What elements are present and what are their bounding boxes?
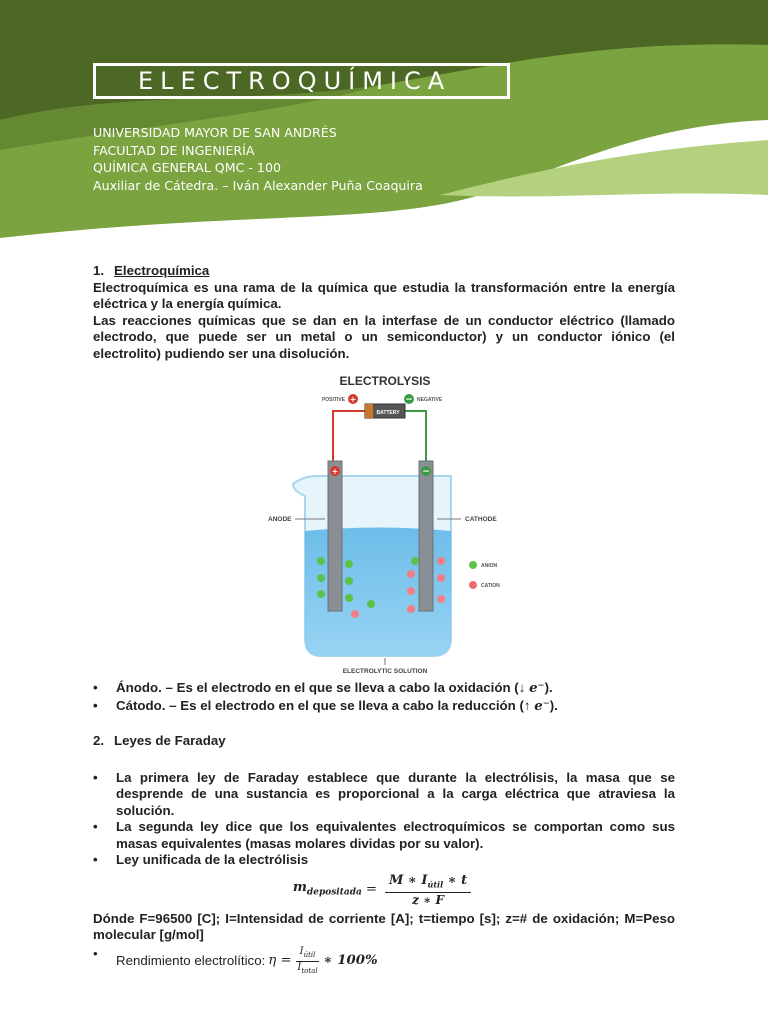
negative-label: NEGATIVE: [417, 397, 443, 403]
title-box: [93, 63, 510, 99]
section-title: Leyes de Faraday: [114, 733, 226, 748]
anode-electrode: [328, 461, 342, 611]
section-2-heading: [93, 733, 675, 750]
yield-list: [93, 946, 675, 977]
list-item: • Cátodo. – Es el electrodo en el que se lleva a cabo la reducción (↑ e⁻).: [93, 698, 675, 716]
positive-label: POSITIVE: [321, 397, 345, 403]
university-line: UNIVERSIDAD MAYOR DE SAN ANDRÉS: [93, 125, 337, 140]
faraday-formula: $m_{depositada}$ = $\frac{M ∗ I_{útil} ∗ t}{z ∗ F}$: [93, 873, 675, 909]
list-item: • La segunda ley dice que los equivalentes electroquímicos se comportan como sus masas equivalentes (masas molares dividas por su valor).: [93, 819, 675, 852]
paragraph: Electroquímica es una rama de la química que estudia la transformación entre la energía eléctrica y la energía química.: [93, 279, 675, 311]
list-item: • Rendimiento electrolítico: η = $\frac{I_{útil}}{I_{total}}$ ∗ 100%: [93, 946, 675, 977]
list-item: • Ley unificada de la electrólisis: [93, 852, 675, 869]
electrolysis-diagram: [93, 366, 675, 676]
svg-text:+: +: [331, 467, 339, 476]
course-line: QUÍMICA GENERAL QMC - 100: [93, 160, 281, 175]
header-info: [93, 124, 423, 194]
anode-label: ANODE: [268, 516, 292, 523]
paragraph: Las reacciones químicas que se dan en la interfase de un conductor eléctrico (llamado electrodo, que puede ser un metal o un semiconductor) y un conductor iónico (el electrolito) pudiendo ser una disolución.: [93, 312, 675, 361]
document-title: ELECTROQUÍMICA: [138, 67, 452, 95]
cathode-electrode: [419, 461, 433, 611]
section-number: 1.: [93, 263, 105, 278]
electrolysis-figure: [93, 366, 675, 676]
list-item: • La primera ley de Faraday establece que durante la electrólisis, la masa que se desprende de una sustancia es proporcional a la carga eléctrica que atraviesa la solución.: [93, 770, 675, 820]
faraday-list: [93, 770, 675, 869]
svg-text:−: −: [422, 467, 430, 477]
faculty-line: FACULTAD DE INGENIERÍA: [93, 142, 255, 158]
section-title: Electroquímica: [114, 263, 210, 278]
solution-label: ELECTROLYTIC SOLUTION: [342, 668, 428, 675]
cation-label: CATION: [481, 583, 500, 589]
author-line: Auxiliar de Cátedra. – Iván Alexander Puña Coaquira: [93, 177, 423, 193]
section-1-heading: [93, 263, 675, 280]
svg-text:−: −: [405, 395, 413, 405]
svg-text:+: +: [349, 395, 357, 404]
figure-title: ELECTROLYSIS: [339, 374, 431, 388]
svg-text:BATTERY: BATTERY: [376, 410, 400, 416]
document-body: [93, 263, 675, 977]
electrode-list: [93, 680, 675, 715]
list-item: • Ánodo. – Es el electrodo en el que se lleva a cabo la oxidación (↓ e⁻).: [93, 680, 675, 698]
section-number: 2.: [93, 733, 105, 748]
cathode-label: CATHODE: [465, 516, 497, 523]
formula-definitions: Dónde F=96500 [C]; I=Intensidad de corriente [A]; t=tiempo [s]; z=# de oxidación; M=Peso molecular [g/mol]: [93, 910, 675, 942]
anion-label: ANION: [481, 563, 498, 569]
